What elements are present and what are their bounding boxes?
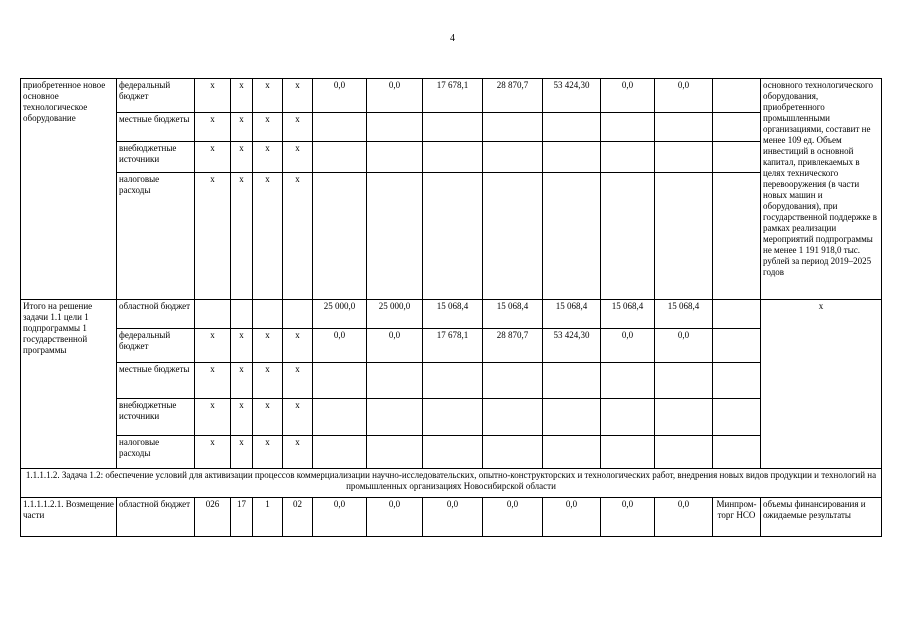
year-value-cell: 0,0 (367, 79, 423, 113)
budget-code-cell: х (253, 142, 283, 173)
year-value-cell: 28 870,7 (483, 79, 543, 113)
year-value-cell: 0,0 (655, 329, 713, 363)
year-value-cell (601, 363, 655, 399)
budget-code-cell: х (283, 142, 313, 173)
year-value-cell (313, 363, 367, 399)
year-value-cell (367, 173, 423, 300)
budget-code-cell: х (195, 329, 231, 363)
budget-code-cell: х (253, 79, 283, 113)
expected-result-cell: основного технологического оборудования, приобретенного промышленными организациями, составит не менее 109 ед. Объем инвестиций в основной капитал, привлекаемых в целях технического перевооружения (в части новых машин и оборудования), при государственной поддержке в рамках реализации мероприятий подпрограммы не менее 1 191 918,0 тыс. рублей за период 2019–2025 годов (761, 79, 882, 300)
budget-code-cell: х (195, 113, 231, 142)
year-value-cell: 0,0 (367, 329, 423, 363)
executor-cell: Минпром-торг НСО (713, 498, 761, 537)
funding-table (20, 78, 882, 537)
executor-cell (713, 363, 761, 399)
year-value-cell: 0,0 (543, 498, 601, 537)
table-body (21, 79, 882, 537)
year-value-cell: 53 424,30 (543, 79, 601, 113)
year-value-cell (543, 173, 601, 300)
table-row (21, 173, 882, 300)
year-value-cell: 15 068,4 (483, 300, 543, 329)
budget-code-cell: х (253, 113, 283, 142)
total-label-cell: Итого на решение задачи 1.1 цели 1 подпрограммы 1 государственной программы (21, 300, 117, 469)
year-value-cell: 15 068,4 (601, 300, 655, 329)
funding-source-cell: местные бюджеты (117, 113, 195, 142)
year-value-cell: 15 068,4 (423, 300, 483, 329)
year-value-cell (313, 173, 367, 300)
year-value-cell (367, 142, 423, 173)
year-value-cell (483, 399, 543, 436)
year-value-cell (367, 113, 423, 142)
budget-code-cell: х (231, 329, 253, 363)
budget-code-cell: х (231, 79, 253, 113)
year-value-cell (483, 363, 543, 399)
budget-code-cell (253, 300, 283, 329)
budget-code-cell: х (253, 329, 283, 363)
table-row (21, 436, 882, 469)
funding-source-cell: областной бюджет (117, 300, 195, 329)
table-row (21, 363, 882, 399)
budget-code-cell: х (253, 399, 283, 436)
budget-code-cell: х (283, 113, 313, 142)
table-row (21, 79, 882, 113)
funding-source-cell: налоговые расходы (117, 436, 195, 469)
year-value-cell: 0,0 (601, 498, 655, 537)
budget-code-cell: х (195, 142, 231, 173)
budget-code-cell: 1 (253, 498, 283, 537)
year-value-cell (543, 436, 601, 469)
budget-code-cell: х (231, 436, 253, 469)
budget-code-cell: х (253, 363, 283, 399)
table-row (21, 329, 882, 363)
funding-source-cell: местные бюджеты (117, 363, 195, 399)
year-value-cell: 53 424,30 (543, 329, 601, 363)
year-value-cell (543, 113, 601, 142)
executor-cell (713, 173, 761, 300)
year-value-cell: 0,0 (423, 498, 483, 537)
executor-cell (713, 79, 761, 113)
budget-code-cell: 02 (283, 498, 313, 537)
page-number: 4 (450, 33, 455, 44)
year-value-cell (601, 436, 655, 469)
year-value-cell (367, 363, 423, 399)
budget-code-cell: х (231, 142, 253, 173)
budget-code-cell (195, 300, 231, 329)
budget-code-cell: х (195, 173, 231, 300)
budget-code-cell: х (253, 436, 283, 469)
funding-source-cell: внебюджетные источники (117, 142, 195, 173)
year-value-cell: 0,0 (367, 498, 423, 537)
year-value-cell (423, 173, 483, 300)
table-row (21, 399, 882, 436)
year-value-cell (423, 436, 483, 469)
budget-code-cell: х (195, 399, 231, 436)
year-value-cell: 0,0 (601, 79, 655, 113)
year-value-cell: 0,0 (655, 79, 713, 113)
year-value-cell: 0,0 (313, 498, 367, 537)
budget-code-cell: х (231, 363, 253, 399)
budget-code-cell: х (283, 399, 313, 436)
funding-source-cell: налоговые расходы (117, 173, 195, 300)
executor-cell (713, 399, 761, 436)
budget-code-cell: 026 (195, 498, 231, 537)
table-row (21, 113, 882, 142)
budget-code-cell: 17 (231, 498, 253, 537)
year-value-cell (313, 399, 367, 436)
year-value-cell (543, 399, 601, 436)
year-value-cell (601, 113, 655, 142)
funding-source-cell: федеральный бюджет (117, 79, 195, 113)
budget-code-cell: х (195, 436, 231, 469)
budget-code-cell: х (195, 363, 231, 399)
year-value-cell: 0,0 (655, 498, 713, 537)
measure-name-cell: 1.1.1.1.2.1. Возмещение части (21, 498, 117, 537)
year-value-cell: 0,0 (313, 79, 367, 113)
funding-source-cell: федеральный бюджет (117, 329, 195, 363)
budget-code-cell: х (231, 173, 253, 300)
year-value-cell (655, 363, 713, 399)
funding-source-cell: областной бюджет (117, 498, 195, 537)
year-value-cell (543, 142, 601, 173)
year-value-cell (655, 173, 713, 300)
budget-code-cell: х (283, 329, 313, 363)
budget-code-cell: х (253, 173, 283, 300)
year-value-cell (483, 436, 543, 469)
year-value-cell (483, 173, 543, 300)
year-value-cell (655, 142, 713, 173)
year-value-cell (655, 436, 713, 469)
budget-code-cell: х (195, 79, 231, 113)
executor-cell (713, 142, 761, 173)
year-value-cell (367, 436, 423, 469)
year-value-cell (655, 113, 713, 142)
year-value-cell (313, 113, 367, 142)
budget-code-cell: х (283, 173, 313, 300)
year-value-cell (423, 363, 483, 399)
budget-code-cell: х (231, 113, 253, 142)
expected-result-cell: объемы финансирования и ожидаемые результаты (761, 498, 882, 537)
year-value-cell (543, 363, 601, 399)
year-value-cell: 0,0 (601, 329, 655, 363)
executor-cell (713, 113, 761, 142)
budget-code-cell (231, 300, 253, 329)
year-value-cell: 0,0 (313, 329, 367, 363)
year-value-cell (423, 113, 483, 142)
year-value-cell (313, 142, 367, 173)
expected-result-cell: х (761, 300, 882, 469)
executor-cell (713, 300, 761, 329)
year-value-cell: 15 068,4 (655, 300, 713, 329)
year-value-cell: 25 000,0 (367, 300, 423, 329)
year-value-cell (601, 173, 655, 300)
year-value-cell (483, 142, 543, 173)
budget-code-cell: х (283, 79, 313, 113)
year-value-cell: 17 678,1 (423, 329, 483, 363)
year-value-cell (313, 436, 367, 469)
table-row (21, 142, 882, 173)
measure-name-cell: приобретенное новое основное технологическое оборудование (21, 79, 117, 300)
budget-code-cell (283, 300, 313, 329)
year-value-cell: 28 870,7 (483, 329, 543, 363)
executor-cell (713, 329, 761, 363)
year-value-cell: 25 000,0 (313, 300, 367, 329)
task-header-row (21, 469, 882, 498)
year-value-cell: 0,0 (483, 498, 543, 537)
budget-code-cell: х (283, 363, 313, 399)
year-value-cell (601, 399, 655, 436)
executor-cell (713, 436, 761, 469)
year-value-cell (655, 399, 713, 436)
year-value-cell (423, 142, 483, 173)
year-value-cell: 15 068,4 (543, 300, 601, 329)
task-header: 1.1.1.1.2. Задача 1.2: обеспечение условий для активизации процессов коммерциализации научно-исследовательских, опытно-конструкторских и технологических работ, внедрения новых видов продукции и технологий на промышленных организациях Новосибирской области (21, 469, 882, 498)
year-value-cell (601, 142, 655, 173)
table-row (21, 498, 882, 537)
budget-code-cell: х (283, 436, 313, 469)
year-value-cell (367, 399, 423, 436)
budget-code-cell: х (231, 399, 253, 436)
funding-source-cell: внебюджетные источники (117, 399, 195, 436)
year-value-cell: 17 678,1 (423, 79, 483, 113)
year-value-cell (483, 113, 543, 142)
year-value-cell (423, 399, 483, 436)
table-row (21, 300, 882, 329)
